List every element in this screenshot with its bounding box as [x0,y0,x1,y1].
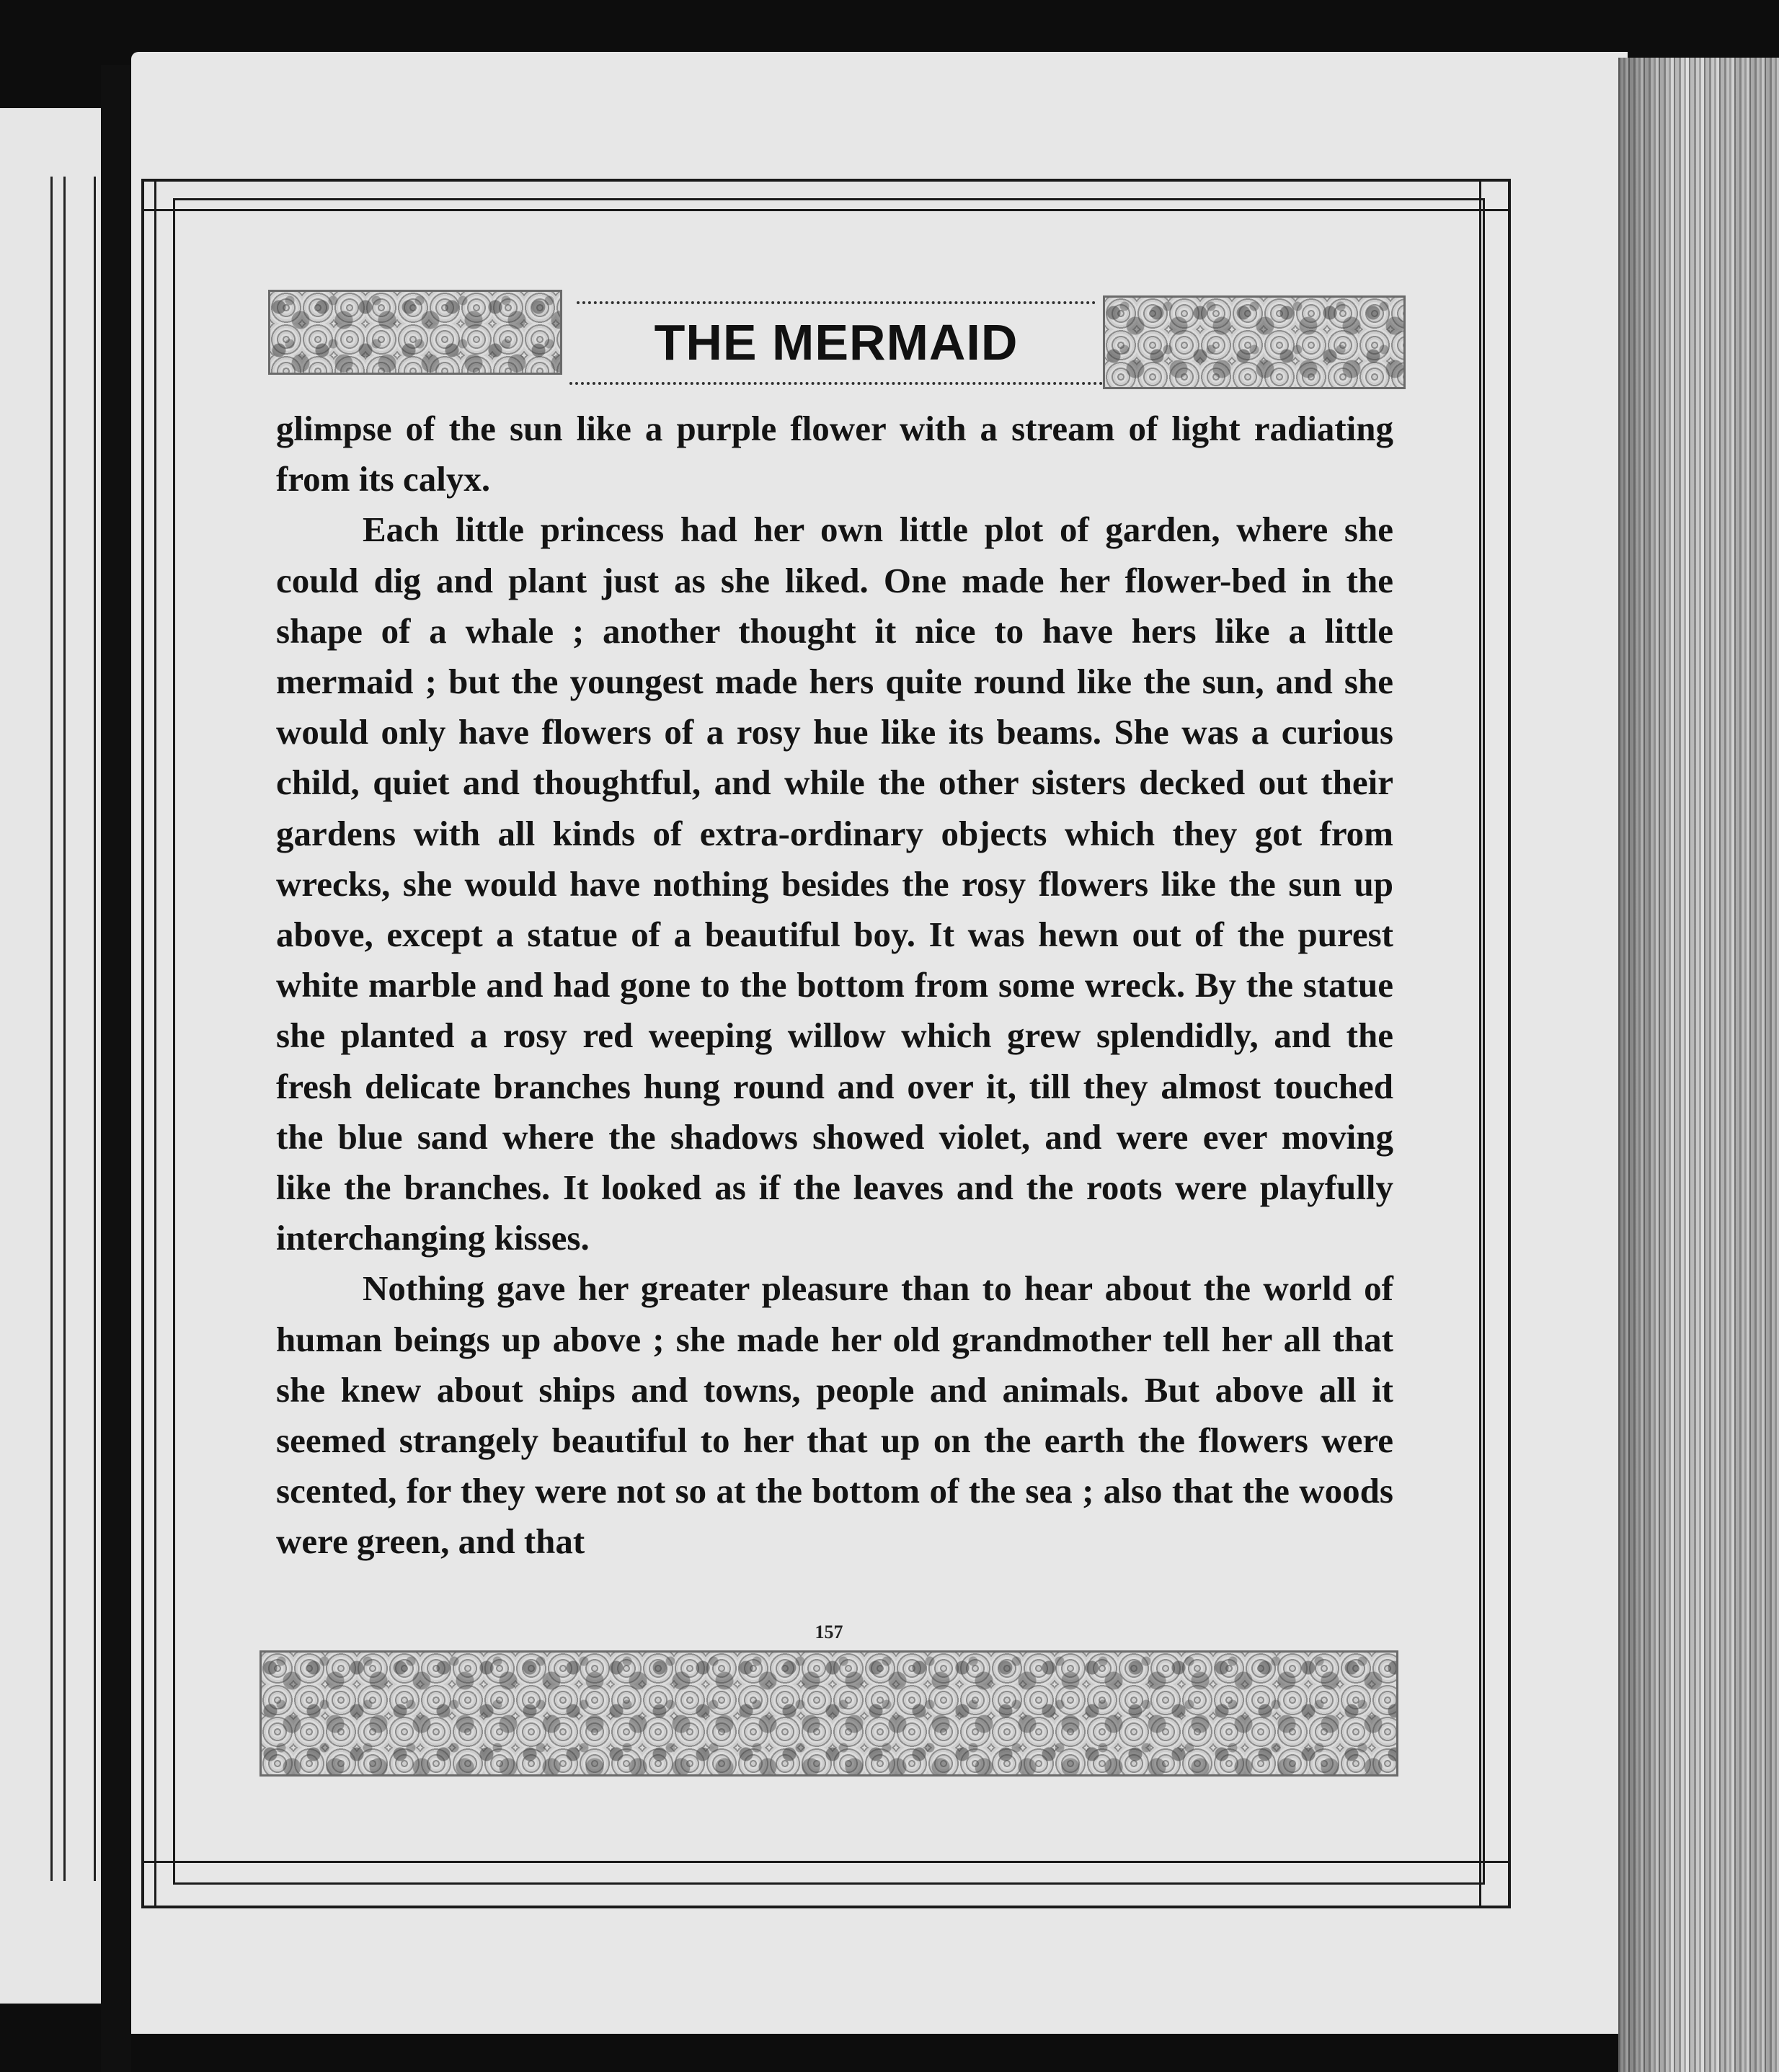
footer-ornament-band [259,1650,1398,1777]
header-rule-bottom [569,382,1103,385]
page-stack-shadow [1618,58,1779,2072]
paragraph: glimpse of the sun like a purple flower with a stream of light radiating from its calyx. [276,409,1393,499]
page-number: 157 [815,1622,843,1642]
header-ornament-left [268,290,562,375]
body-text [276,404,1393,1568]
running-header-title: THE MERMAID [654,314,1019,370]
frame-rule-top [141,209,1511,211]
book-gutter [101,65,131,2072]
frame-rule-right [1479,179,1481,1908]
facing-page-edge [0,108,108,2004]
paragraph: Each little princess had her own little plot of garden, where she could dig and plant just as she liked. One made her flower-bed in the shape of a whale ; another thought it nice to have hers like a little mermaid ; but the youngest made hers quite round like the sun, and she would only have flowers of a rosy hue like its beams. She was a curious child, quiet and thoughtful, and while the other sisters decked out their gardens with all kinds of extra-ordinary objects which they got from wrecks, she would have nothing besides the rosy flowers like the sun up above, except a statue of a beautiful boy. It was hewn out of the purest white marble and had gone to the bottom from some wreck. By the statue she planted a rosy red weeping willow which grew splendidly, and the fresh delicate branches hung round and over it, till they almost touched the blue sand where the shadows showed violet, and were ever moving like the branches. It looked as if the leaves and the roots were playfully interchanging kisses. [276,510,1393,1258]
paragraph: Nothing gave her greater pleasure than to hear about the world of human beings up above ; she made her old grandmother tell her all that she knew about ships and towns, people and animals. But above all it seemed strangely beautiful to her that up on the earth the flowers were scented, for they were not so at the bottom of the sea ; also that the woods were green, and that [276,1268,1393,1562]
frame-rule-bottom [141,1861,1511,1863]
header-ornament-right [1103,295,1406,389]
header-rule-top [577,301,1096,304]
frame-rule-left [154,179,156,1908]
